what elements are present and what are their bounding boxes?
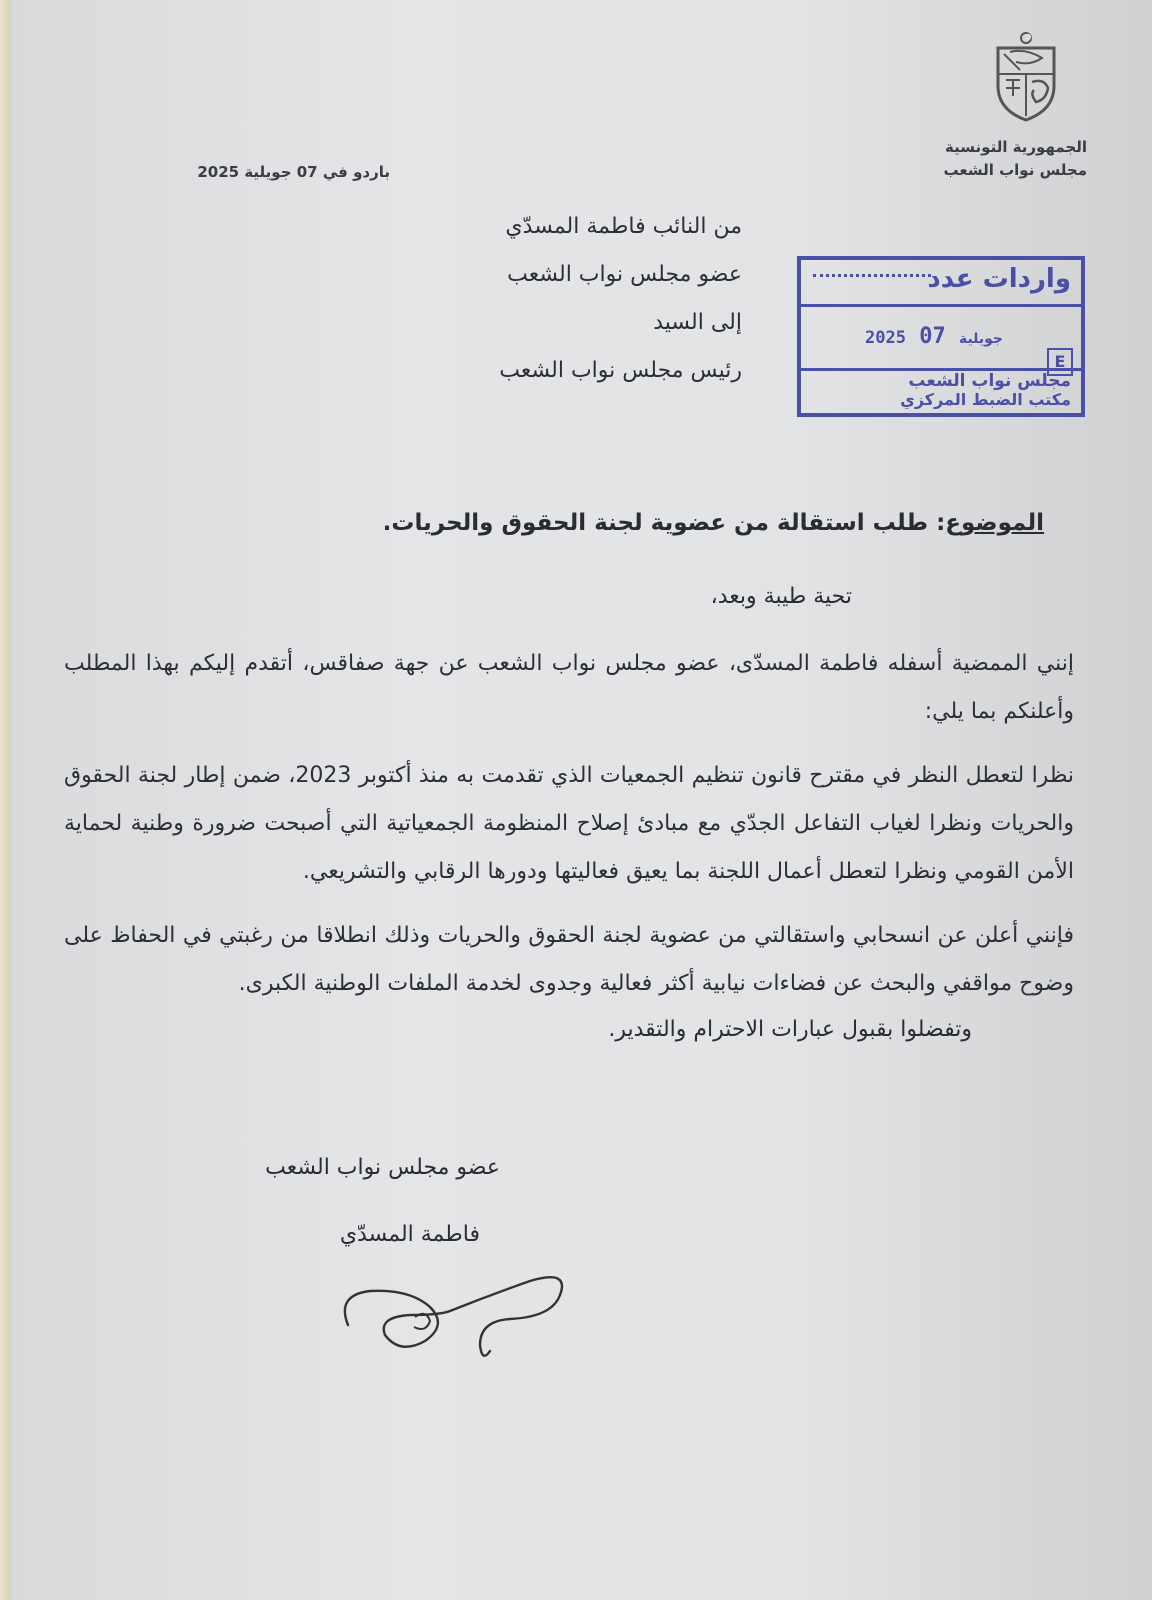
address-block (322, 203, 742, 395)
greeting: تحية طيبة وبعد، (710, 584, 852, 609)
stamp-date (865, 324, 1003, 349)
paragraph-resignation: فإنني أعلن عن انسحابي واستقالتي من عضوية لجنة الحقوق والحريات وذلك انطلاقا من رغبتي في الحفاظ على وضوح مواقفي والبحث عن فضاءات نيابية أكثر فعالية وجدوى لخدمة الملفات الوطنية الكبرى. (64, 923, 1074, 996)
stamp-footer (801, 368, 1081, 413)
letterhead (867, 136, 1087, 182)
assembly-name: مجلس نواب الشعب (943, 161, 1087, 179)
closing-line: وتفضلوا بقبول عبارات الاحترام والتقدير. (608, 1017, 972, 1042)
stamp-code: E (1047, 348, 1073, 376)
republic-name: الجمهورية التونسية (945, 138, 1087, 156)
stamp-month: جويلية (958, 331, 1003, 347)
stamp-day: 07 (919, 324, 946, 349)
paper-edge (0, 0, 14, 1600)
sender-line: من النائب فاطمة المسدّي (505, 214, 742, 239)
signatory-name: فاطمة المسدّي (339, 1222, 480, 1247)
subject-label: الموضوع (945, 510, 1044, 536)
recipient-line: رئيس مجلس نواب الشعب (499, 358, 742, 383)
signatory-title: عضو مجلس نواب الشعب (265, 1155, 500, 1180)
stamp-year: 2025 (865, 328, 906, 348)
stamp-office: مكتب الضبط المركزي (900, 390, 1071, 409)
stamp-header (801, 260, 1081, 307)
sender-role: عضو مجلس نواب الشعب (507, 262, 742, 287)
stamp-assembly: مجلس نواب الشعب (908, 371, 1071, 391)
place-and-date: باردو في 07 جويلية 2025 (197, 163, 390, 181)
subject-line (344, 510, 1044, 536)
to-line: إلى السيد (653, 310, 742, 335)
stamp-title: واردات عدد (927, 264, 1071, 294)
paragraph-reasons: نظرا لتعطل النظر في مقترح قانون تنظيم الجمعيات الذي تقدمت به منذ أكتوبر 2023، ضمن إطار لجنة الحقوق والحريات ونظرا لغياب التفاعل الجدّي مع مبادئ إصلاح المنظومة الجمعياتية التي أصبحت ضرورة وطنية لحماية الأمن القومي ونظرا لتعطل أعمال اللجنة بما يعيق فعاليتها ودورها الرقابي والتشريعي. (64, 763, 1074, 884)
stamp-number-dots (813, 274, 931, 277)
registry-stamp (797, 256, 1085, 417)
subject-text: : طلب استقالة من عضوية لجنة الحقوق والحريات. (382, 510, 946, 536)
paragraph-intro: إنني الممضية أسفله فاطمة المسدّى، عضو مجلس نواب الشعب عن جهة صفاقس، أتقدم إليكم بهذا المطلب وأعلنكم بما يلي: (64, 651, 1074, 724)
handwritten-signature (330, 1255, 590, 1365)
coat-of-arms-emblem (990, 30, 1062, 124)
letter-body (64, 640, 1074, 1024)
